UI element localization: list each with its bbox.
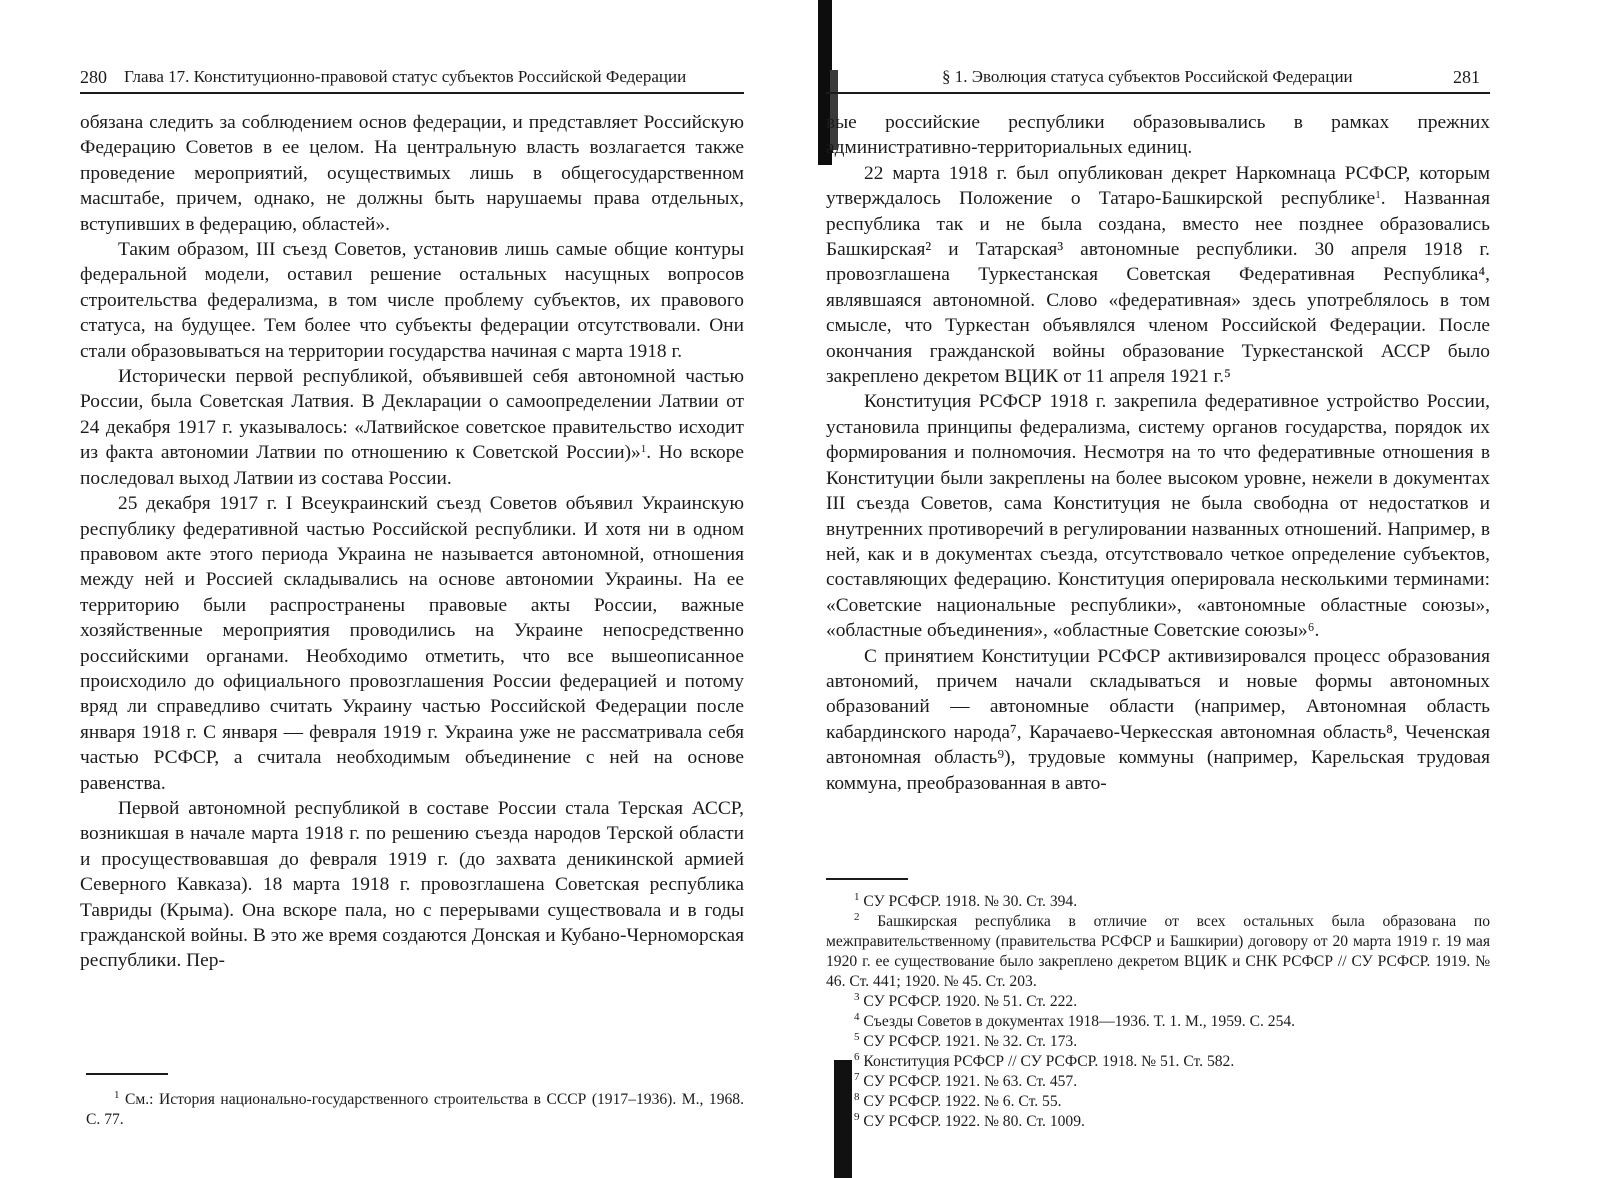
footnote-ref: 1 bbox=[1375, 189, 1381, 202]
left-header-rule bbox=[80, 92, 744, 94]
footnote: $^6$ Конституция РСФСР // СУ РСФСР. 1918. № 51. Ст. 582. bbox=[854, 1051, 1235, 1070]
paragraph: Первой автономной республикой в составе России стала Терская АССР, возникшая в начале марта 1918 г. по решению съезда народов Терской области и просуществовавшая до февраля 1919 г. (до захвата деникинской армией Северного Кавказа). 18 марта 1918 г. провозглашена Советская республика Тавриды (Крыма). Она вскоре пала, но с перерывами существовала и в годы гражданской войны. В это же время создаются Донская и Кубано-Черноморская республики. Пер- bbox=[80, 797, 744, 972]
paragraph: 25 декабря 1917 г. I Всеукраинский съезд Советов объявил Украинскую республику федеративной частью Российской республики. И хотя ни в одном правовом акте этого периода Украина не называется автономной, отношения между ней и Россией складывались на основе автономии Украины. На ее территорию были распространены правовые акты России, важные хозяйственные мероприятия проводились на Украине непосредственно российскими органами. Необходимо отметить, что все вышеописанное происходило до официального провозглашения России федерацией и потому вряд ли справедливо считать Украину частью Российской Федерации после января 1918 г. С января — февраля 1919 г. Украина уже не рассматривала себя частью РСФСР, а считала необходимым объединение с ней на основе равенства. bbox=[80, 493, 744, 794]
paragraph: Конституция РСФСР 1918 г. закрепила федеративное устройство России, установила принципы федерализма, систему органов государства, порядок их формирования и полномочия. Несмотря на то что федеративные отношения в Конституции были закреплены на более высоком уровне, нежели в документах III съезда Советов, сама Конституция не была свободна от недостатков и внутренних противоречий в регулировании названных отношений. Например, в ней, как и в документах съезда, отсутствовало четкое определение субъектов, составляющих федерацию. Конституция оперировала несколькими терминами: «Советские национальные республики», «автономные областные союзы», «областные объединения», «областные Советские союзы»⁶. bbox=[826, 391, 1490, 642]
footnote: $^8$ СУ РСФСР. 1922. № 6. Ст. 55. bbox=[854, 1091, 1062, 1110]
paragraph: 22 марта 1918 г. был опубликован декрет Наркомнаца РСФСР, которым утверждалось Положение о Татаро-Башкирской республике$^1$. Названная республика так и не была создана, вместо нее позднее образовались Башкирская² и Татарская³ автономные республики. 30 апреля 1918 г. провозглашена Туркестанская Советская Федеративная Республика⁴, являвшаяся автономной. Слово «федеративная» здесь употреблялось в том смысле, что Туркестан объявлялся членом Российской Федерации. После окончания гражданской войны образование Туркестанской АССР было закреплено декретом ВЦИК от 11 апреля 1921 г.⁵ bbox=[826, 162, 1490, 388]
left-page-number: 280 bbox=[80, 67, 107, 87]
left-body-text bbox=[80, 110, 744, 974]
right-footnote-rule bbox=[826, 878, 908, 880]
right-page-number: 281 bbox=[1453, 67, 1480, 87]
footnote: $^1$ СУ РСФСР. 1918. № 30. Ст. 394. bbox=[854, 891, 1078, 910]
footnote: $^5$ СУ РСФСР. 1921. № 32. Ст. 173. bbox=[854, 1031, 1078, 1050]
paragraph: Таким образом, III съезд Советов, установив лишь самые общие контуры федеральной модели, оставил решение остальных насущных вопросов строительства федерализма, в том числе проблему субъектов, их правового статуса, на будущее. Тем более что субъекты федерации отсутствовали. Они стали образовываться на территории государства начиная с марта 1918 г. bbox=[80, 239, 744, 362]
paragraph: обязана следить за соблюдением основ федерации, и представляет Российскую Федерацию Советов в ее целом. На центральную власть возлагается также проведение мероприятий, осуществимых лишь в общегосударственном масштабе, причем, однако, не должны быть нарушаемы права отдельных, вступивших в федерацию, областей». bbox=[80, 112, 744, 235]
footnote: $^1$ См.: История национально-государственного строительства в СССР (1917–1936). М., 1968. С. 77. bbox=[86, 1089, 744, 1128]
left-header-title: Глава 17. Конституционно-правовой статус субъектов Российской Федерации bbox=[124, 67, 687, 86]
paragraph: вые российские республики образовывались в рамках прежних административно-территориальных единиц. bbox=[826, 112, 1490, 159]
right-header-title: § 1. Эволюция статуса субъектов Российской Федерации bbox=[942, 67, 1353, 86]
right-header-rule bbox=[826, 92, 1490, 94]
left-running-head bbox=[80, 64, 750, 90]
left-footnotes bbox=[86, 1090, 744, 1130]
right-running-head bbox=[826, 64, 1488, 90]
footnote: $^2$ Башкирская республика в отличие от всех остальных была образована по межправительственному (правительства РСФСР и Башкирии) договору от 20 марта 1919 г. 19 мая 1920 г. ее существование было закреплено декретом ВЦИК и СНК РСФСР // СУ РСФСР. 1919. № 46. Ст. 441; 1920. № 45. Ст. 203. bbox=[826, 911, 1490, 990]
paragraph: С принятием Конституции РСФСР активизировался процесс образования автономий, причем начали складываться и новые формы автономных образований — автономные области (например, Автономная область кабардинского народа⁷, Карачаево-Черкесская автономная область⁸, Чеченская автономная область⁹), трудовые коммуны (например, Карельская трудовая коммуна, преобразованная в авто- bbox=[826, 645, 1490, 794]
right-footnotes bbox=[826, 892, 1490, 1132]
paragraph: Исторически первой республикой, объявившей себя автономной частью России, была Советская Латвия. В Декларации о самоопределении Латвии от 24 декабря 1917 г. указывалось: «Латвийское советское правительство исходит из факта автономии Латвии по отношению к Советской России)»$^1$. Но вскоре последовал выход Латвии из состава России. bbox=[80, 366, 744, 489]
right-page bbox=[826, 0, 1600, 1178]
footnote-ref: 1 bbox=[640, 443, 647, 456]
left-page bbox=[0, 0, 790, 1178]
left-footnote-rule bbox=[86, 1073, 168, 1075]
footnote: $^4$ Съезды Советов в документах 1918—1936. Т. 1. М., 1959. С. 254. bbox=[854, 1011, 1296, 1030]
footnote: $^9$ СУ РСФСР. 1922. № 80. Ст. 1009. bbox=[854, 1111, 1085, 1130]
footnote: $^7$ СУ РСФСР. 1921. № 63. Ст. 457. bbox=[854, 1071, 1078, 1090]
footnote: $^3$ СУ РСФСР. 1920. № 51. Ст. 222. bbox=[854, 991, 1078, 1010]
right-body-text bbox=[826, 110, 1490, 796]
